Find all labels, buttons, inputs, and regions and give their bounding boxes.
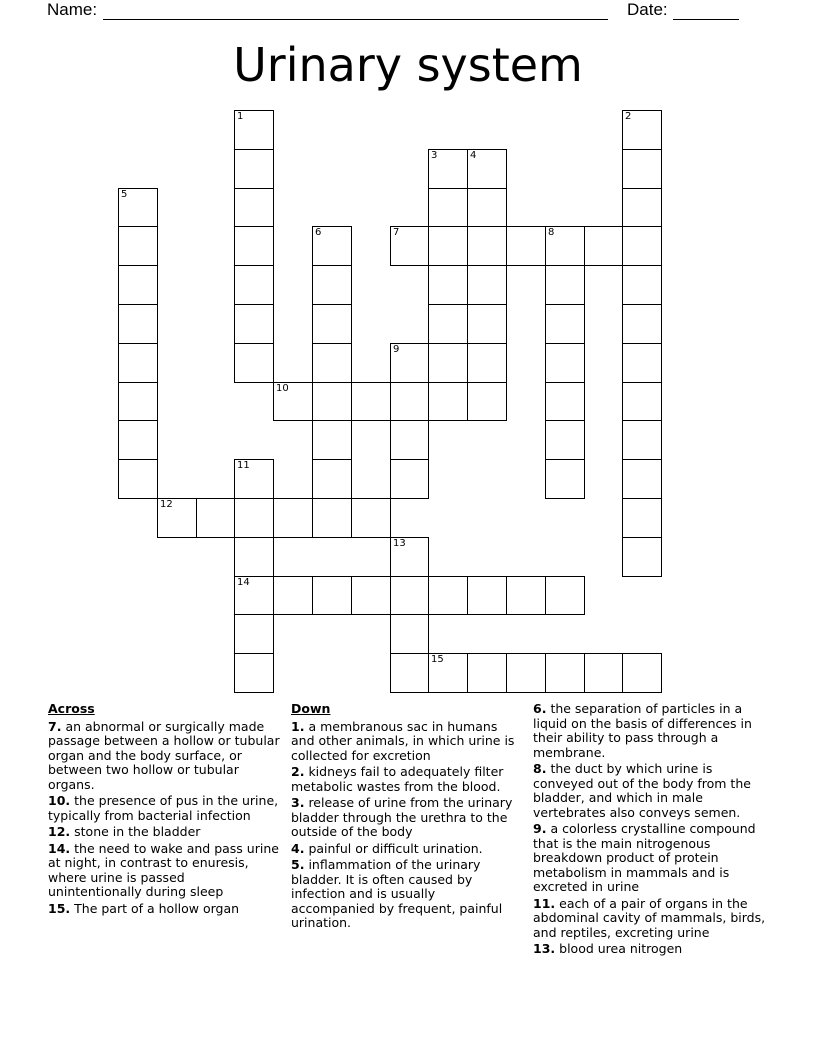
crossword-cell[interactable] bbox=[506, 653, 546, 693]
crossword-cell[interactable] bbox=[234, 576, 274, 615]
clue-number: 15. bbox=[48, 900, 71, 916]
crossword-cell[interactable] bbox=[467, 576, 507, 615]
crossword-cell[interactable] bbox=[622, 226, 662, 266]
crossword-cell[interactable] bbox=[545, 382, 585, 421]
date-label: Date: bbox=[627, 0, 668, 19]
clue-text: release of urine from the urinary bladder through the urethra to the outside of the body bbox=[291, 795, 513, 839]
crossword-cell[interactable] bbox=[545, 265, 585, 305]
cell-number: 1 bbox=[237, 111, 244, 122]
cell-number: 10 bbox=[276, 383, 289, 394]
cell-number: 15 bbox=[431, 654, 444, 665]
crossword-cell[interactable] bbox=[312, 420, 352, 460]
crossword-cell[interactable] bbox=[428, 576, 468, 615]
crossword-cell[interactable] bbox=[273, 382, 313, 421]
crossword-cell[interactable] bbox=[351, 576, 391, 615]
clue-across-15 bbox=[48, 902, 282, 917]
crossword-cell[interactable] bbox=[234, 188, 274, 227]
crossword-cell[interactable] bbox=[196, 498, 235, 538]
down-heading: Down bbox=[291, 701, 331, 716]
down-clues-column-2 bbox=[533, 702, 769, 959]
cell-number: 5 bbox=[121, 189, 128, 200]
crossword-cell[interactable] bbox=[622, 382, 662, 421]
clue-text: The part of a hollow organ bbox=[74, 900, 240, 916]
clue-text: a colorless crystalline compound that is the main nitrogenous breakdown product of protein metabolism in mammals and is excreted in urine bbox=[533, 821, 756, 894]
clue-number: 2. bbox=[291, 764, 305, 779]
crossword-cell[interactable] bbox=[390, 382, 429, 421]
crossword-cell[interactable] bbox=[157, 498, 197, 538]
cell-number: 3 bbox=[431, 150, 438, 161]
crossword-cell[interactable] bbox=[118, 304, 158, 344]
crossword-cell[interactable] bbox=[428, 304, 468, 344]
crossword-cell[interactable] bbox=[390, 343, 429, 383]
clue-text: each of a pair of organs in the abdominal cavity of mammals, birds, and reptiles, excreting urine bbox=[533, 895, 766, 940]
crossword-cell[interactable] bbox=[234, 498, 274, 538]
clue-text: kidneys fail to adequately filter metabolic wastes from the blood. bbox=[291, 764, 504, 794]
crossword-cell[interactable] bbox=[622, 149, 662, 189]
crossword-cell[interactable] bbox=[545, 226, 585, 266]
crossword-cell[interactable] bbox=[312, 265, 352, 305]
cell-number: 12 bbox=[160, 499, 173, 510]
crossword-cell[interactable] bbox=[545, 420, 585, 460]
crossword-cell[interactable] bbox=[622, 110, 662, 150]
crossword-cell[interactable] bbox=[312, 576, 352, 615]
crossword-cell[interactable] bbox=[273, 498, 313, 538]
crossword-cell[interactable] bbox=[467, 304, 507, 344]
crossword-cell[interactable] bbox=[390, 576, 429, 615]
clue-across-10 bbox=[48, 794, 282, 823]
crossword-cell[interactable] bbox=[467, 653, 507, 693]
crossword-cell[interactable] bbox=[622, 343, 662, 383]
crossword-cell[interactable] bbox=[506, 576, 546, 615]
crossword-cell[interactable] bbox=[428, 382, 468, 421]
crossword-cell[interactable] bbox=[467, 343, 507, 383]
down-clues-column-1 bbox=[291, 702, 521, 933]
cell-number: 14 bbox=[237, 577, 250, 588]
clue-text: the presence of pus in the urine, typically from bacterial infection bbox=[48, 793, 279, 823]
clue-text: inflammation of the urinary bladder. It is often caused by infection and is usually accompanied by frequent, painful urination. bbox=[291, 857, 503, 930]
clue-number: 4. bbox=[291, 840, 305, 856]
crossword-cell[interactable] bbox=[118, 382, 158, 421]
crossword-cell[interactable] bbox=[622, 265, 662, 305]
crossword-cell[interactable] bbox=[390, 226, 429, 266]
crossword-cell[interactable] bbox=[234, 265, 274, 305]
crossword-cell[interactable] bbox=[622, 188, 662, 227]
crossword-cell[interactable] bbox=[234, 110, 274, 150]
crossword-cell[interactable] bbox=[622, 420, 662, 460]
crossword-cell[interactable] bbox=[545, 459, 585, 499]
clue-number: 12. bbox=[48, 824, 71, 839]
crossword-cell[interactable] bbox=[390, 459, 429, 499]
cell-number: 11 bbox=[237, 460, 250, 471]
clue-text: the need to wake and pass urine at night, in contrast to enuresis, where urine is passed unintentionally during sleep bbox=[48, 840, 279, 899]
clue-down-2 bbox=[291, 765, 521, 794]
crossword-cell[interactable] bbox=[234, 459, 274, 499]
clue-number: 3. bbox=[291, 795, 305, 810]
crossword-cell[interactable] bbox=[118, 265, 158, 305]
clue-down-9 bbox=[533, 822, 769, 895]
clue-text: blood urea nitrogen bbox=[559, 941, 683, 956]
crossword-cell[interactable] bbox=[312, 498, 352, 538]
clue-down-3 bbox=[291, 796, 521, 840]
crossword-cell[interactable] bbox=[234, 226, 274, 266]
clue-text: painful or difficult urination. bbox=[308, 840, 483, 856]
crossword-cell[interactable] bbox=[622, 498, 662, 538]
clue-number: 1. bbox=[291, 718, 305, 734]
crossword-cell[interactable] bbox=[428, 188, 468, 227]
crossword-cell[interactable] bbox=[467, 265, 507, 305]
crossword-cell[interactable] bbox=[118, 420, 158, 460]
crossword-cell[interactable] bbox=[118, 226, 158, 266]
crossword-cell[interactable] bbox=[622, 653, 662, 693]
crossword-cell[interactable] bbox=[584, 226, 623, 266]
clue-down-4 bbox=[291, 842, 521, 857]
crossword-cell[interactable] bbox=[428, 343, 468, 383]
crossword-cell[interactable] bbox=[390, 614, 429, 654]
name-label: Name: bbox=[47, 0, 98, 19]
crossword-cell[interactable] bbox=[312, 459, 352, 499]
cell-number: 9 bbox=[393, 344, 400, 355]
crossword-cell[interactable] bbox=[234, 343, 274, 383]
crossword-cell[interactable] bbox=[545, 304, 585, 344]
clue-across-7 bbox=[48, 720, 282, 793]
clue-text: the duct by which urine is conveyed out of the body from the bladder, and which in male vertebrates also conveys semen. bbox=[533, 761, 751, 820]
crossword-cell[interactable] bbox=[428, 265, 468, 305]
clue-number: 6. bbox=[533, 701, 547, 716]
clue-text: an abnormal or surgically made passage between a hollow or tubular organ and the body surface, or between two hollow or tubular organs. bbox=[48, 718, 280, 792]
crossword-cell[interactable] bbox=[467, 226, 507, 266]
crossword-cell[interactable] bbox=[428, 149, 468, 189]
clue-number: 8. bbox=[533, 761, 547, 776]
clue-text: the separation of particles in a liquid on the basis of differences in their ability to pass through a membrane. bbox=[533, 701, 752, 760]
clue-number: 13. bbox=[533, 941, 556, 956]
clue-down-5 bbox=[291, 858, 521, 931]
clue-number: 10. bbox=[48, 793, 71, 808]
crossword-cell[interactable] bbox=[351, 382, 391, 421]
crossword-cell[interactable] bbox=[622, 459, 662, 499]
crossword-cell[interactable] bbox=[312, 304, 352, 344]
cell-number: 8 bbox=[548, 227, 555, 238]
clue-number: 7. bbox=[48, 718, 62, 734]
clue-text: stone in the bladder bbox=[74, 824, 201, 839]
crossword-cell[interactable] bbox=[545, 576, 585, 615]
crossword-cell[interactable] bbox=[234, 304, 274, 344]
crossword-cell[interactable] bbox=[390, 537, 429, 577]
crossword-cell[interactable] bbox=[467, 188, 507, 227]
clue-number: 5. bbox=[291, 857, 305, 872]
crossword-cell[interactable] bbox=[273, 576, 313, 615]
across-heading: Across bbox=[48, 701, 95, 716]
clue-number: 9. bbox=[533, 821, 547, 836]
crossword-cell[interactable] bbox=[390, 420, 429, 460]
crossword-cell[interactable] bbox=[545, 653, 585, 693]
crossword-cell[interactable] bbox=[428, 226, 468, 266]
crossword-cell[interactable] bbox=[428, 653, 468, 693]
crossword-cell[interactable] bbox=[118, 188, 158, 227]
crossword-cell[interactable] bbox=[312, 226, 352, 266]
crossword-cell[interactable] bbox=[584, 653, 623, 693]
clue-down-13 bbox=[533, 942, 769, 957]
clue-number: 11. bbox=[533, 895, 556, 911]
crossword-cell[interactable] bbox=[622, 537, 662, 577]
cell-number: 4 bbox=[470, 150, 477, 161]
crossword-cell[interactable] bbox=[351, 498, 391, 538]
crossword-cell[interactable] bbox=[312, 343, 352, 383]
crossword-cell[interactable] bbox=[312, 382, 352, 421]
cell-number: 7 bbox=[393, 227, 400, 238]
cell-number: 2 bbox=[625, 111, 632, 122]
crossword-cell[interactable] bbox=[118, 459, 158, 499]
crossword-cell[interactable] bbox=[622, 304, 662, 344]
page-title: Urinary system bbox=[233, 38, 583, 92]
crossword-cell[interactable] bbox=[467, 382, 507, 421]
clue-across-12 bbox=[48, 825, 282, 840]
crossword-cell[interactable] bbox=[234, 653, 274, 693]
clue-number: 14. bbox=[48, 840, 71, 856]
crossword-cell[interactable] bbox=[234, 149, 274, 189]
clue-text: a membranous sac in humans and other animals, in which urine is collected for excretion bbox=[291, 718, 515, 763]
clue-across-14 bbox=[48, 842, 282, 900]
crossword-cell[interactable] bbox=[234, 537, 274, 577]
cell-number: 6 bbox=[315, 227, 322, 238]
clue-down-6 bbox=[533, 702, 769, 760]
clue-down-1 bbox=[291, 720, 521, 764]
crossword-cell[interactable] bbox=[234, 614, 274, 654]
crossword-cell[interactable] bbox=[467, 149, 507, 189]
clue-down-11 bbox=[533, 897, 769, 941]
crossword-cell[interactable] bbox=[506, 226, 546, 266]
crossword-cell[interactable] bbox=[545, 343, 585, 383]
crossword-cell[interactable] bbox=[118, 343, 158, 383]
across-clues-column bbox=[48, 702, 282, 918]
cell-number: 13 bbox=[393, 538, 406, 549]
crossword-cell[interactable] bbox=[390, 653, 429, 693]
clue-down-8 bbox=[533, 762, 769, 820]
